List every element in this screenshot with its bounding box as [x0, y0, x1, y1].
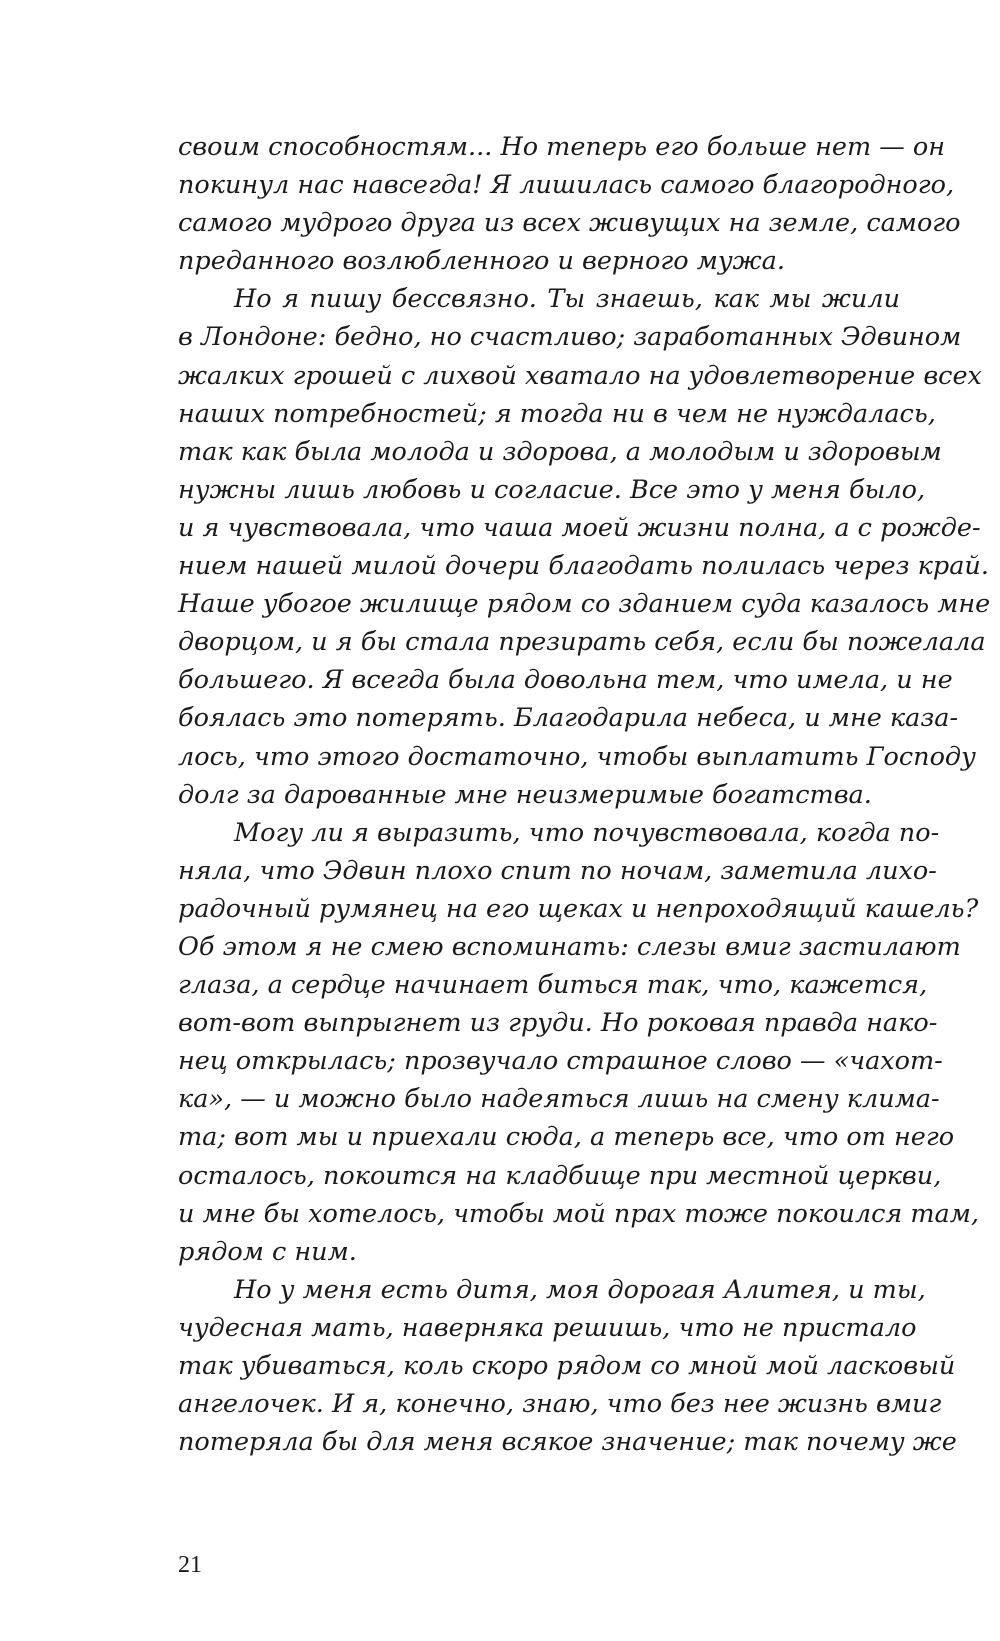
text-line: большего. Я всегда была довольна тем, что имела, и не — [178, 665, 953, 696]
text-line: так как была молода и здорова, а молодым и здоровым — [178, 436, 942, 467]
text-line: ангелочек. И я, конечно, знаю, что без нее жизнь вмиг — [178, 1389, 942, 1420]
text-line: и я чувствовала, что чаша моей жизни полна, а с рожде- — [178, 512, 981, 543]
text-line: дворцом, и я бы стала презирать себя, если бы пожелала — [178, 627, 986, 658]
text-line: Наше убогое жилище рядом со зданием суда казалось мне — [178, 589, 991, 620]
text-line: чудесная мать, наверняка решишь, что не пристало — [178, 1312, 917, 1343]
text-line: ка», — и можно было надеяться лишь на смену клима- — [178, 1084, 940, 1115]
text-line: и мне бы хотелось, чтобы мой прах тоже покоился там, — [178, 1198, 979, 1229]
text-line: рядом с ним. — [178, 1236, 357, 1267]
text-line: радочный румянец на его щеках и непроходящий кашель? — [178, 893, 979, 924]
paragraph — [178, 128, 961, 280]
text-line: осталось, покоится на кладбище при местной церкви, — [178, 1160, 942, 1191]
text-line: своим способностям... Но теперь его больше нет — он — [178, 132, 946, 162]
text-line: Об этом я не смею вспоминать: слезы вмиг застилают — [178, 931, 961, 962]
text-line: наших потребностей; я тогда ни в чем не нуждалась, — [178, 398, 936, 429]
text-line: нием нашей милой дочери благодать полилась через край. — [178, 551, 989, 582]
text-line: Но я пишу бессвязно. Ты знаешь, как мы жили — [234, 284, 900, 315]
text-line: вот-вот выпрыгнет из груди. Но роковая правда нако- — [178, 1008, 938, 1039]
text-line: в Лондоне: бедно, но счастливо; заработанных Эдвином — [178, 322, 962, 353]
paragraph — [178, 1271, 957, 1461]
text-line: покинул нас навсегда! Я лишилась самого благородного, — [178, 170, 955, 201]
text-line: та; вот мы и приехали сюда, а теперь все, что от него — [178, 1122, 955, 1153]
text-line: боялась это потерять. Благодарила небеса, и мне каза- — [178, 703, 959, 734]
text-line: долг за дарованные мне неизмеримые богатства. — [178, 779, 872, 810]
text-line: нужны лишь любовь и согласие. Все это у меня было, — [178, 474, 926, 505]
text-line: преданного возлюбленного и верного мужа. — [178, 246, 785, 277]
text-line: глаза, а сердце начинает биться так, что, кажется, — [178, 970, 928, 1001]
text-line: няла, что Эдвин плохо спит по ночам, заметила лихо- — [178, 855, 937, 886]
text-line: так убиваться, коль скоро рядом со мной мой ласковый — [178, 1351, 956, 1381]
text-line: самого мудрого друга из всех живущих на земле, самого — [178, 208, 961, 239]
text-line: нец открылась; прозвучало страшное слово — «чахот- — [178, 1046, 943, 1077]
text-line: Могу ли я выразить, что почувствовала, когда по- — [234, 817, 940, 848]
paragraph — [178, 280, 991, 813]
paragraph — [178, 814, 979, 1271]
page-number: 21 — [178, 1552, 202, 1578]
text-line: потеряла бы для меня всякое значение; так почему же — [178, 1427, 957, 1458]
text-line: жалких грошей с лихвой хватало на удовлетворение всех — [178, 360, 982, 391]
body-text — [178, 128, 991, 1461]
text-line: Но у меня есть дитя, моя дорогая Алитея, и ты, — [234, 1274, 926, 1305]
text-line: лось, что этого достаточно, чтобы выплатить Господу — [178, 741, 976, 772]
